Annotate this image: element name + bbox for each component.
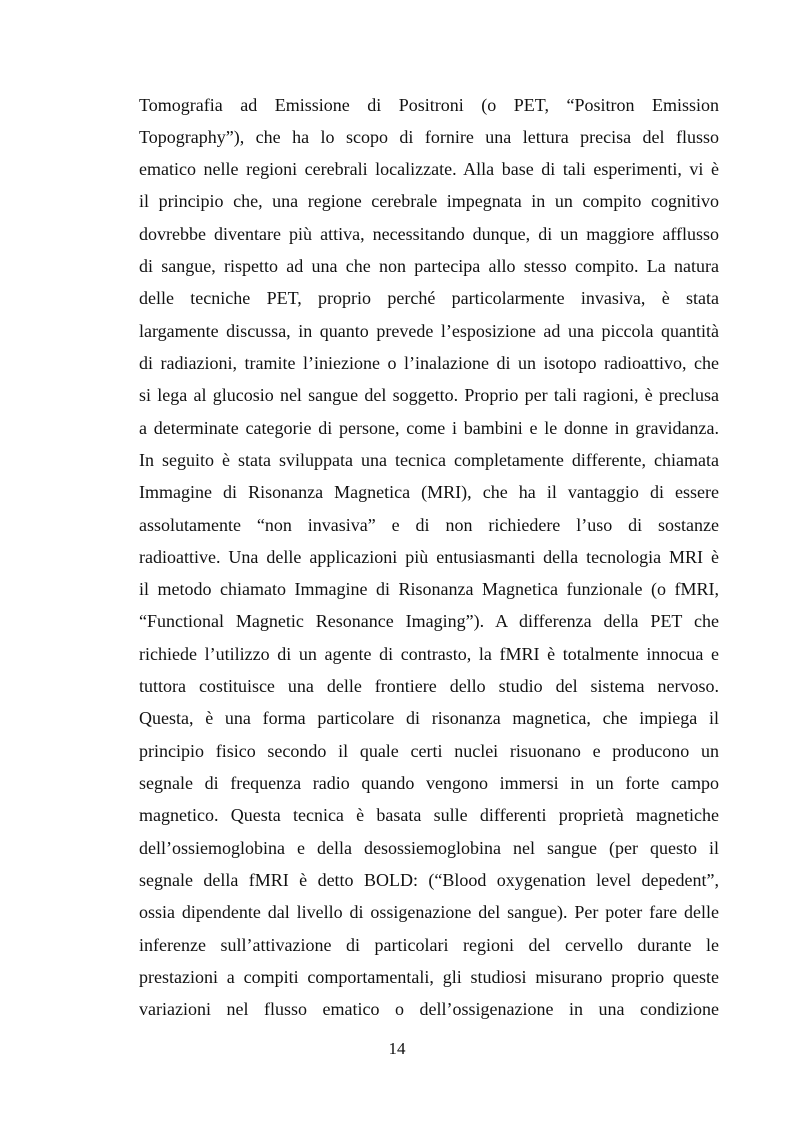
text-line: In seguito è stata sviluppata una tecnica completamente differente, chiamata — [139, 450, 719, 470]
text-line: il principio che, una regione cerebrale impegnata in un compito cognitivo — [139, 191, 719, 211]
text-line: radioattive. Una delle applicazioni più entusiasmanti della tecnologia MRI è — [139, 547, 719, 567]
text-line: Topography”), che ha lo scopo di fornire una lettura precisa del flusso — [139, 127, 719, 147]
text-line: inferenze sull’attivazione di particolari regioni del cervello durante le — [139, 935, 719, 955]
text-line: a determinate categorie di persone, come i bambini e le donne in gravidanza. — [139, 418, 719, 438]
text-line: segnale di frequenza radio quando vengono immersi in un forte campo — [139, 773, 719, 793]
text-line: prestazioni a compiti comportamentali, gli studiosi misurano proprio queste — [139, 967, 719, 987]
text-line: “Functional Magnetic Resonance Imaging”). A differenza della PET che — [139, 611, 719, 631]
text-line: segnale della fMRI è detto BOLD: (“Blood oxygenation level depedent”, — [139, 870, 719, 890]
text-line: richiede l’utilizzo di un agente di contrasto, la fMRI è totalmente innocua e — [139, 644, 719, 664]
text-line: il metodo chiamato Immagine di Risonanza Magnetica funzionale (o fMRI, — [139, 579, 719, 599]
text-line: Questa, è una forma particolare di risonanza magnetica, che impiega il — [139, 708, 719, 728]
text-line: si lega al glucosio nel sangue del soggetto. Proprio per tali ragioni, è preclusa — [139, 385, 719, 405]
text-line: ematico nelle regioni cerebrali localizzate. Alla base di tali esperimenti, vi è — [139, 159, 719, 179]
text-line: variazioni nel flusso ematico o dell’ossigenazione in una condizione — [139, 999, 719, 1019]
text-line: principio fisico secondo il quale certi nuclei risuonano e producono un — [139, 741, 719, 761]
page-number: 14 — [388, 1039, 406, 1058]
text-line: tuttora costituisce una delle frontiere dello studio del sistema nervoso. — [139, 676, 719, 696]
text-line: di sangue, rispetto ad una che non partecipa allo stesso compito. La natura — [139, 256, 719, 276]
text-line: Tomografia ad Emissione di Positroni (o PET, “Positron Emission — [139, 95, 719, 115]
text-line: delle tecniche PET, proprio perché particolarmente invasiva, è stata — [139, 288, 719, 308]
text-line: di radiazioni, tramite l’iniezione o l’inalazione di un isotopo radioattivo, che — [139, 353, 719, 373]
text-line: largamente discussa, in quanto prevede l’esposizione ad una piccola quantità — [139, 321, 719, 341]
text-line: ossia dipendente dal livello di ossigenazione del sangue). Per poter fare delle — [139, 902, 719, 922]
text-line: magnetico. Questa tecnica è basata sulle differenti proprietà magnetiche — [139, 805, 719, 825]
text-line: assolutamente “non invasiva” e di non richiedere l’uso di sostanze — [139, 515, 719, 535]
text-line: dovrebbe diventare più attiva, necessitando dunque, di un maggiore afflusso — [139, 224, 719, 244]
text-line: dell’ossiemoglobina e della desossiemoglobina nel sangue (per questo il — [139, 838, 719, 858]
text-line: Immagine di Risonanza Magnetica (MRI), che ha il vantaggio di essere — [139, 482, 719, 502]
